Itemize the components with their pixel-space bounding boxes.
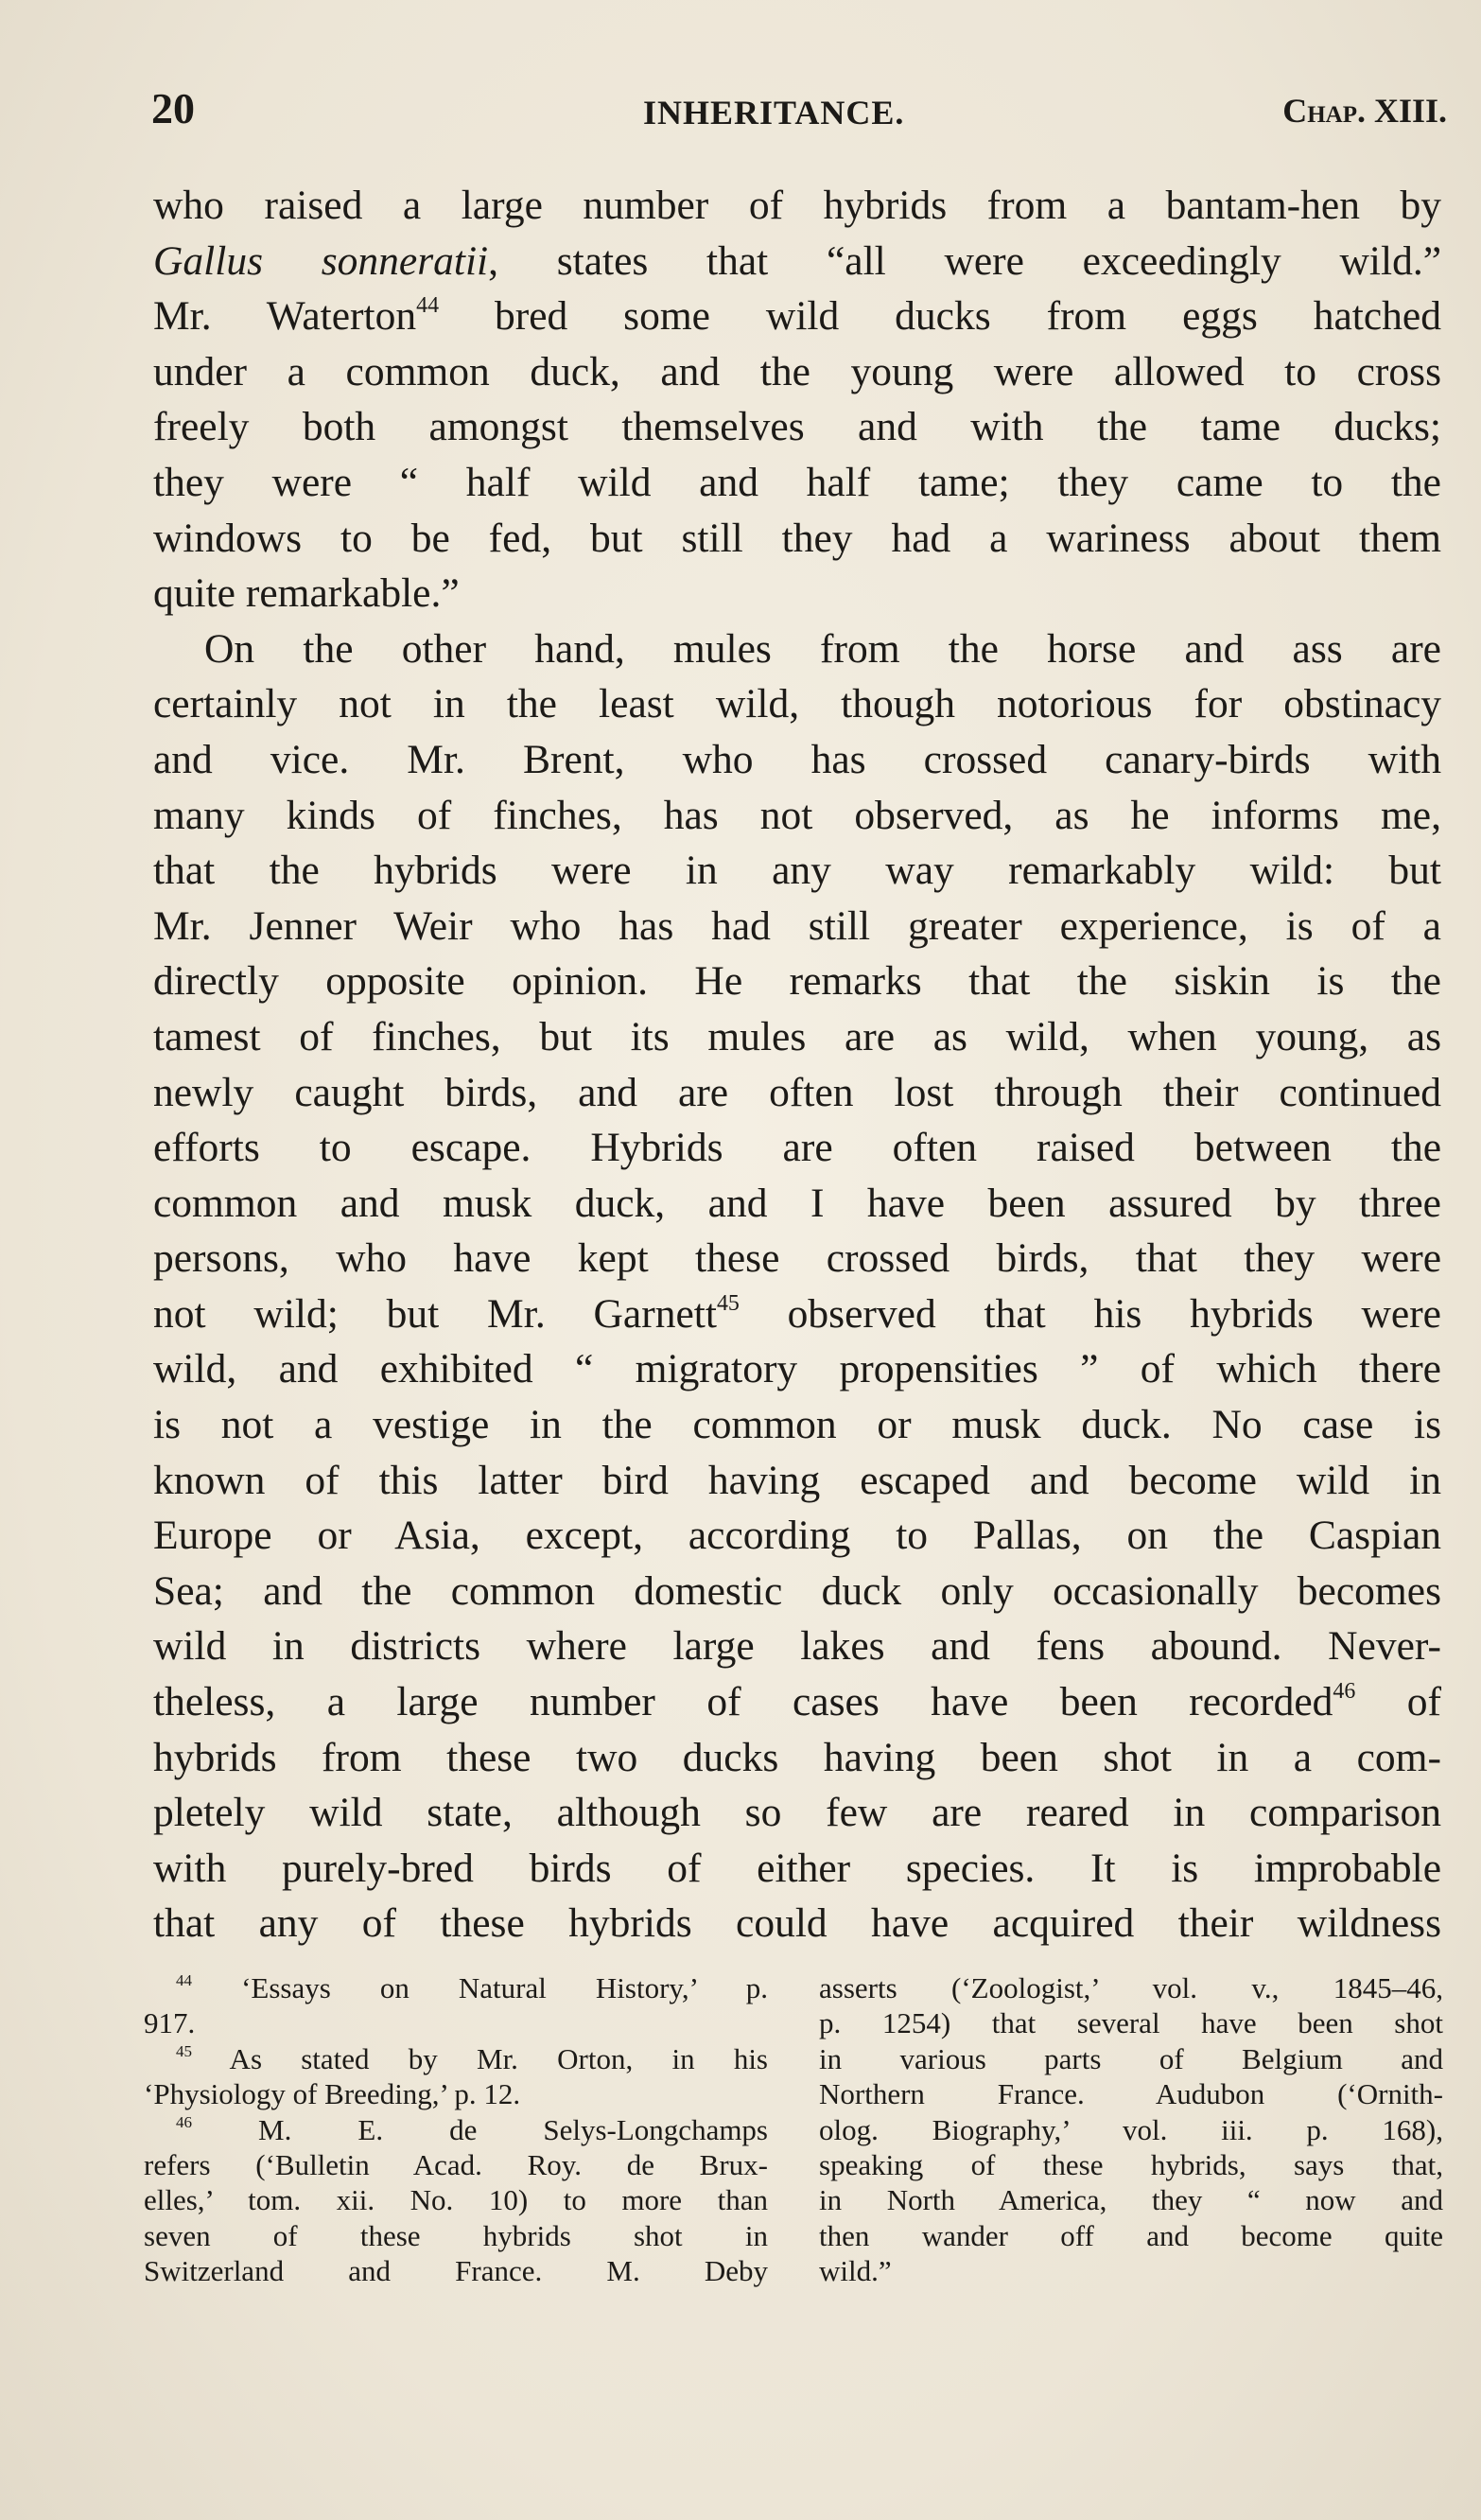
footnote-line: $^{45}$ As stated by Mr. Orton, in his [176, 2041, 768, 2075]
text-line: wild in districts where large lakes and fens abound. Never- [153, 1623, 1441, 1670]
footnote-line: 917. [144, 2006, 196, 2040]
species-name: Gallus sonneratii [153, 237, 489, 284]
text-line: pletely wild state, although so few are reared in comparison [153, 1790, 1441, 1836]
text-line: certainly not in the least wild, though notorious for obstinacy [153, 681, 1441, 727]
footnotes [144, 1970, 1441, 2349]
footnote-line: seven of these hybrids shot in [144, 2218, 768, 2252]
footnote-line: in North America, they “ now and [819, 2183, 1443, 2217]
footnote-number: 46 [176, 2112, 193, 2131]
footnote-line: Switzerland and France. M. Deby [144, 2254, 768, 2288]
text-line: tamest of finches, but its mules are as wild, when young, as [153, 1013, 1441, 1059]
text-line: hybrids from these two ducks having been shot in a com- [153, 1734, 1441, 1780]
page-number: 20 [151, 84, 195, 132]
text-line: directly opposite opinion. He remarks that the siskin is the [153, 958, 1441, 1005]
page-header [151, 83, 1447, 140]
footnote-line: p. 1254) that several have been shot [819, 2006, 1443, 2040]
text-line: windows to be fed, but still they had a wariness about them [153, 515, 1441, 561]
main-text [153, 178, 1441, 1951]
text-line: efforts to escape. Hybrids are often raised between the [153, 1125, 1441, 1171]
footnote-marker[interactable]: 44 [416, 293, 440, 319]
text-line: common and musk duck, and I have been assured by three [153, 1180, 1441, 1226]
footnote-line: elles,’ tom. xii. No. 10) to more than [144, 2183, 768, 2217]
text-line: is not a vestige in the common or musk duck. No case is [153, 1402, 1441, 1448]
footnote-line: refers (‘Bulletin Acad. Roy. de Brux- [144, 2147, 768, 2181]
text-line: wild, and exhibited “ migratory propensities ” of which there [153, 1346, 1441, 1392]
footnote-line: speaking of these hybrids, says that, [819, 2147, 1443, 2181]
text-line: many kinds of finches, has not observed, as he informs me, [153, 792, 1441, 838]
footnote-number: 44 [176, 1971, 193, 1990]
text-line: Gallus sonneratii, states that “all were exceedingly wild.” [153, 237, 1441, 284]
footnote-line: Northern France. Audubon (‘Ornith- [819, 2077, 1443, 2111]
text-line: quite remarkable.” [153, 570, 460, 617]
footnotes-left-column [144, 1970, 768, 2289]
text-line: not wild; but Mr. Garnett$^{45}$ observed that his hybrids were [153, 1290, 1441, 1337]
text-line: that the hybrids were in any way remarkably wild: but [153, 848, 1441, 894]
paragraph-start-line: On the other hand, mules from the horse and ass are [204, 625, 1441, 672]
footnote-marker[interactable]: 46 [1333, 1679, 1356, 1705]
text-line: Mr. Jenner Weir who has had still greater experience, is of a [153, 902, 1441, 949]
footnote-line: in various parts of Belgium and [819, 2041, 1443, 2075]
text-line: known of this latter bird having escaped and become wild in [153, 1457, 1441, 1503]
footnote-number: 45 [176, 2042, 193, 2060]
footnote-line: then wander off and become quite [819, 2218, 1443, 2252]
text-line: newly caught birds, and are often lost through their continued [153, 1069, 1441, 1115]
text-line: under a common duck, and the young were allowed to cross [153, 348, 1441, 394]
text-line: Mr. Waterton$^{44}$ bred some wild ducks from eggs hatched [153, 293, 1441, 340]
chapter-reference: Chap. XIII. [1282, 92, 1447, 130]
text-line: with purely-bred birds of either species. It is improbable [153, 1845, 1441, 1891]
running-title: INHERITANCE. [643, 94, 905, 131]
footnote-marker[interactable]: 45 [716, 1290, 740, 1316]
text-line: Sea; and the common domestic duck only occasionally becomes [153, 1567, 1441, 1614]
footnote-line: wild.” [819, 2254, 892, 2288]
text-line: theless, a large number of cases have been recorded$^{46}$ of [153, 1679, 1441, 1725]
footnotes-right-column [819, 1970, 1443, 2289]
text-line: freely both amongst themselves and with the tame ducks; [153, 404, 1441, 450]
footnote-line: olog. Biography,’ vol. iii. p. 168), [819, 2112, 1443, 2146]
text-line: and vice. Mr. Brent, who has crossed canary-birds with [153, 736, 1441, 782]
text-line: Europe or Asia, except, according to Pallas, on the Caspian [153, 1513, 1441, 1559]
text-line: that any of these hybrids could have acquired their wildness [153, 1900, 1441, 1947]
footnote-line: $^{46}$ M. E. de Selys-Longchamps [176, 2112, 768, 2146]
footnote-line: $^{44}$ ‘Essays on Natural History,’ p. [176, 1971, 768, 2004]
text-line: they were “ half wild and half tame; they came to the [153, 459, 1441, 505]
text-line: who raised a large number of hybrids from a bantam-hen by [153, 183, 1441, 228]
text-line: persons, who have kept these crossed birds, that they were [153, 1235, 1441, 1282]
footnote-line: asserts (‘Zoologist,’ vol. v., 1845–46, [819, 1971, 1443, 2004]
footnote-line: ‘Physiology of Breeding,’ p. 12. [144, 2077, 521, 2111]
